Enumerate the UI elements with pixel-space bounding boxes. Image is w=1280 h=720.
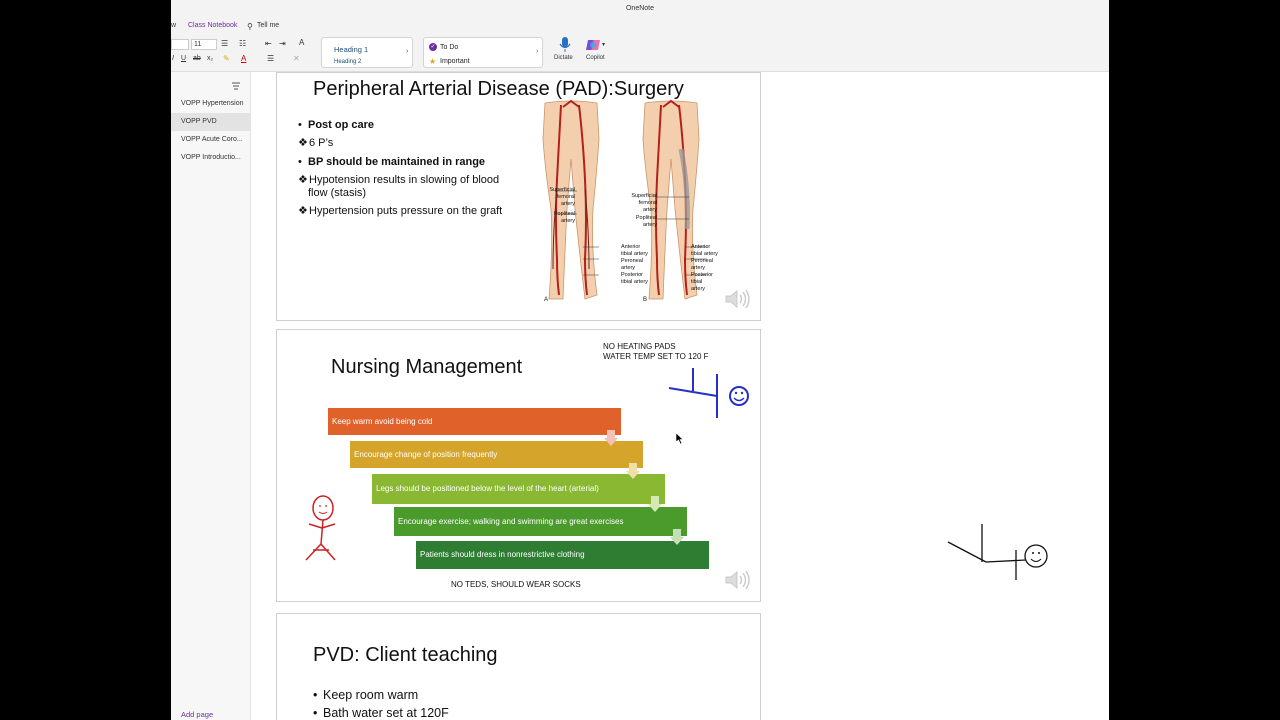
bullet-marker: ❖ <box>298 137 308 149</box>
note-water-temp: WATER TEMP SET TO 120 F <box>603 352 709 361</box>
menu-view-tab[interactable]: w <box>171 22 177 29</box>
bullet-text: Keep room warm <box>323 688 419 702</box>
indent-icon[interactable]: ⇥ <box>279 39 286 48</box>
panel-label-a: A <box>544 297 549 303</box>
title-bar <box>171 0 1109 20</box>
app-title: OneNote <box>625 5 655 12</box>
slide-title: Peripheral Arterial Disease (PAD):Surgery <box>313 78 684 100</box>
bullet-text: BP should be maintained in range <box>308 156 486 168</box>
bullet-marker: • <box>298 119 302 131</box>
copilot-icon[interactable] <box>585 37 601 53</box>
font-size-dropdown[interactable]: 11 <box>191 39 217 50</box>
bullet-marker: ❖ <box>298 174 308 186</box>
bullet-marker: • <box>313 706 318 720</box>
step-bar: Encourage change of position frequently <box>350 441 643 468</box>
star-icon: ★ <box>429 57 437 66</box>
add-page-button[interactable]: Add page <box>181 710 214 719</box>
slide-title: PVD: Client teaching <box>313 644 498 666</box>
label-popliteal-b: Popliteal artery <box>635 215 657 228</box>
step-bar: Keep warm avoid being cold <box>328 408 621 435</box>
chevron-right-icon[interactable]: › <box>536 48 539 55</box>
chevron-right-icon[interactable]: › <box>406 48 409 55</box>
bullet-text: Post op care <box>308 119 375 131</box>
down-arrow-icon <box>648 496 662 512</box>
label-superficial-femoral-b: Superficial femoral artery <box>631 193 657 213</box>
page-list-pane <box>171 72 251 720</box>
font-name-dropdown[interactable] <box>171 39 189 50</box>
style-heading-2[interactable]: Heading 2 <box>334 59 362 65</box>
down-arrow-icon <box>670 529 684 545</box>
page-item-vopp-introduction[interactable]: VOPP Introductio... <box>181 154 241 161</box>
bullet-marker: • <box>298 156 302 168</box>
ink-stick-figure-red <box>301 494 341 564</box>
bullet-text: Bath water set at 120F <box>323 706 449 720</box>
bullet-text: 6 P’s <box>309 137 334 149</box>
down-arrow-icon <box>626 463 640 479</box>
bullet-marker: • <box>313 688 318 702</box>
step-bar: Encourage exercise; walking and swimming are great exercises <box>394 507 687 536</box>
down-arrow-icon <box>604 430 618 446</box>
page-item-vopp-acute-coronary[interactable]: VOPP Acute Coro... <box>181 136 243 143</box>
ink-stick-figure-blue <box>667 366 753 422</box>
copilot-label[interactable]: Copilot <box>586 55 605 61</box>
copilot-chevron-down-icon[interactable]: ▾ <box>602 42 606 48</box>
tags-gallery[interactable] <box>423 37 543 68</box>
step-bar: Legs should be positioned below the level of the heart (arterial) <box>372 474 665 504</box>
numbering-icon[interactable]: ☷ <box>239 39 247 48</box>
checkbox-tag-icon: ✓ <box>430 44 436 50</box>
note-no-heating-pads: NO HEATING PADS <box>603 342 676 351</box>
label-superficial-femoral-a: Superficial femoral artery <box>549 187 575 207</box>
sort-icon[interactable] <box>231 78 241 96</box>
bullet-marker: ❖ <box>298 205 308 217</box>
bullets-icon[interactable]: ☰ <box>221 39 229 48</box>
align-icon[interactable]: ☰ <box>267 54 275 63</box>
ribbon <box>171 34 1109 72</box>
style-heading-1[interactable]: Heading 1 <box>334 45 369 54</box>
onenote-window <box>171 0 1109 720</box>
step-bar: Patients should dress in nonrestrictive clothing <box>416 541 709 569</box>
highlight-icon[interactable]: ✎ <box>223 54 230 63</box>
page-item-vopp-pvd[interactable]: VOPP PVD <box>171 113 251 131</box>
bullet-text: Hypertension puts pressure on the graft <box>309 205 503 217</box>
label-anterior-tibial-b: Anterior tibial artery Peroneal artery Posterior tibial artery <box>691 244 718 292</box>
note-no-teds: NO TEDS, SHOULD WEAR SOCKS <box>451 580 581 589</box>
styles-icon[interactable]: A <box>299 38 305 47</box>
label-popliteal-a: Popliteal artery <box>553 211 575 224</box>
ink-stick-figure-black <box>946 520 1056 582</box>
styles-gallery[interactable] <box>321 37 413 68</box>
bullet-text: Hypotension results in slowing of blood <box>309 174 500 186</box>
strikethrough-icon[interactable]: ab <box>193 55 201 62</box>
italic-icon[interactable]: I <box>172 55 174 62</box>
slide-nursing-management <box>276 329 761 602</box>
label-anterior-tibial-a: Anterior tibial artery Peroneal artery Posterior tibial artery <box>621 244 648 285</box>
leg-arteries-figure <box>539 99 739 305</box>
slide-client-teaching <box>276 613 761 720</box>
underline-icon[interactable]: U <box>181 55 187 62</box>
clear-format-icon[interactable]: ✕ <box>293 54 300 63</box>
lightbulb-icon: ⚲ <box>247 22 253 31</box>
bullet-text-continued: flow (stasis) <box>308 187 367 199</box>
mouse-cursor-icon <box>676 433 684 444</box>
panel-label-b: B <box>643 297 648 303</box>
dictate-label[interactable]: Dictate <box>554 55 573 61</box>
slide-title: Nursing Management <box>331 356 523 378</box>
speaker-icon[interactable] <box>724 288 752 315</box>
slide-pad-surgery <box>276 72 761 321</box>
speaker-icon[interactable] <box>724 569 752 596</box>
subscript-icon[interactable]: x₂ <box>207 55 214 62</box>
tell-me-search[interactable]: Tell me <box>257 22 280 29</box>
microphone-icon[interactable] <box>559 37 571 53</box>
menu-class-notebook-tab[interactable]: Class Notebook <box>188 22 238 29</box>
tag-to-do[interactable]: To Do <box>440 44 459 51</box>
outdent-icon[interactable]: ⇤ <box>265 39 272 48</box>
page-item-vopp-hypertension[interactable]: VOPP Hypertension <box>181 100 244 107</box>
font-color-icon[interactable]: A <box>241 54 247 63</box>
tag-important[interactable]: Important <box>440 58 470 65</box>
menu-bar <box>171 18 1109 34</box>
